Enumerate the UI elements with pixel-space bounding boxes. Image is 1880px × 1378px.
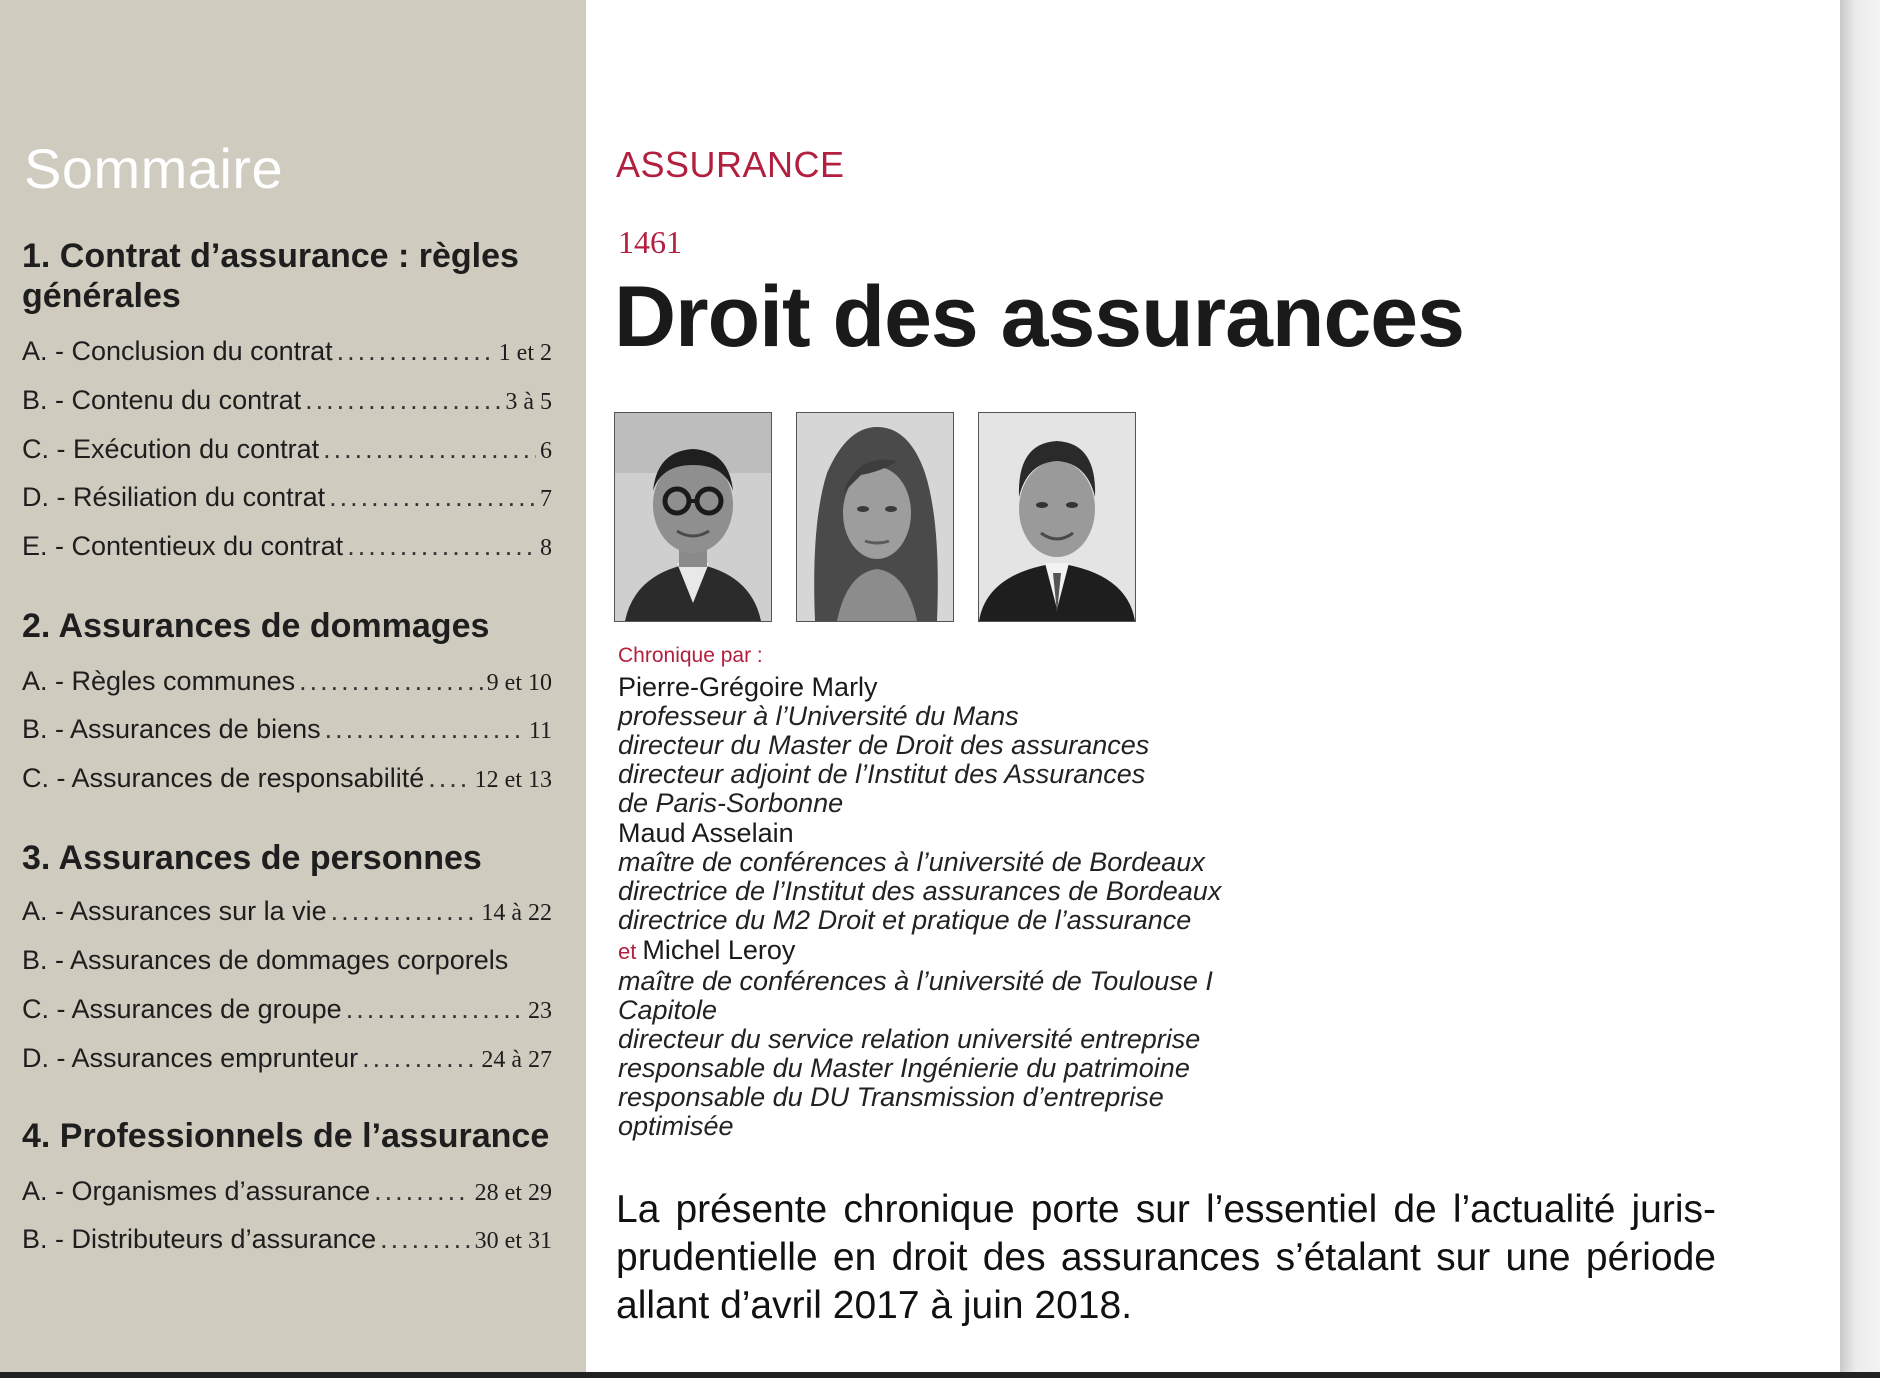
author-role: directeur du Master de Droit des assurances <box>618 730 1150 760</box>
article-category: ASSURANCE <box>616 144 845 185</box>
et-connector: et <box>618 939 637 964</box>
author-name: Maud Asselain <box>618 818 794 848</box>
author-role: Capitole <box>618 995 718 1025</box>
sommaire-title: Sommaire <box>24 137 284 200</box>
toc-section-4-title[interactable]: 4. Professionnels de l’assurance <box>22 1117 550 1155</box>
toc-section-3-title[interactable]: 3. Assurances de personnes <box>22 839 482 877</box>
toc-item[interactable]: B. - Assurances de dommages corporels <box>22 945 509 975</box>
toc-item[interactable]: A. - Assurances sur la vie ..... 14 à 22 <box>22 896 552 936</box>
toc-item[interactable]: D. - Résiliation du contrat ..... 7 <box>22 482 552 522</box>
toc-item[interactable]: D. - Assurances emprunteur ..... 24 à 27 <box>22 1043 552 1083</box>
portrait-man-suit-image <box>979 413 1135 621</box>
author-name: Pierre-Grégoire Marly <box>618 672 878 702</box>
toc-section-1-title[interactable]: 1. Contrat d’assurance : règles générales <box>22 237 519 315</box>
toc-item[interactable]: C. - Assurances de responsabilité ..... 12 et 13 <box>22 763 552 803</box>
byline <box>618 644 1318 1141</box>
author-role: directeur du service relation université entreprise <box>618 1024 1201 1054</box>
author-role: maître de conférences à l’université de Bordeaux <box>618 847 1205 877</box>
author-photo-marly <box>614 412 772 622</box>
bottom-bar <box>0 1372 1880 1378</box>
toc-item[interactable]: B. - Contenu du contrat ..... 3 à 5 <box>22 385 552 425</box>
author-role: professeur à l’Université du Mans <box>618 701 1019 731</box>
author-role: responsable du DU Transmission d’entreprise <box>618 1082 1164 1112</box>
author-photo-leroy <box>978 412 1136 622</box>
sommaire-sidebar <box>0 0 586 1378</box>
toc-item[interactable]: C. - Assurances de groupe ..... 23 <box>22 994 552 1034</box>
author-name: Michel Leroy <box>642 935 796 965</box>
author-role: maître de conférences à l’université de Toulouse I <box>618 966 1213 996</box>
author-role: directrice du M2 Droit et pratique de l’assurance <box>618 905 1192 935</box>
toc-item[interactable]: A. - Organismes d’assurance ..... 28 et 29 <box>22 1176 552 1216</box>
article-intro: La présente chronique porte sur l’essentiel de l’actualité juris-prudentielle en droit des assurances s’étalant sur une période allant d’avril 2017 à juin 2018. <box>616 1188 1716 1327</box>
author-role: directeur adjoint de l’Institut des Assurances <box>618 759 1146 789</box>
portrait-man-glasses-image <box>615 413 771 621</box>
author-role: directrice de l’Institut des assurances de Bordeaux <box>618 876 1222 906</box>
author-role: optimisée <box>618 1111 734 1141</box>
toc-item[interactable]: A. - Conclusion du contrat ..... 1 et 2 <box>22 336 552 376</box>
toc-section-2-title[interactable]: 2. Assurances de dommages <box>22 607 490 645</box>
toc-item[interactable]: A. - Règles communes ..... 9 et 10 <box>22 666 552 706</box>
toc-item[interactable]: B. - Distributeurs d’assurance ..... 30 et 31 <box>22 1224 552 1264</box>
author-role: de Paris-Sorbonne <box>618 788 844 818</box>
toc-item[interactable]: B. - Assurances de biens ..... 11 <box>22 714 552 754</box>
article-title: Droit des assurances <box>614 269 1464 365</box>
toc-item[interactable]: E. - Contentieux du contrat ..... 8 <box>22 531 552 571</box>
page-edge-shadow <box>1840 0 1880 1378</box>
portrait-woman-image <box>797 413 953 621</box>
article-number: 1461 <box>618 224 682 260</box>
author-photo-asselain <box>796 412 954 622</box>
author-name-row <box>618 935 1318 967</box>
byline-label: Chronique par : <box>618 644 763 667</box>
author-role: responsable du Master Ingénierie du patrimoine <box>618 1053 1190 1083</box>
toc-item[interactable]: C. - Exécution du contrat ..... 6 <box>22 434 552 474</box>
